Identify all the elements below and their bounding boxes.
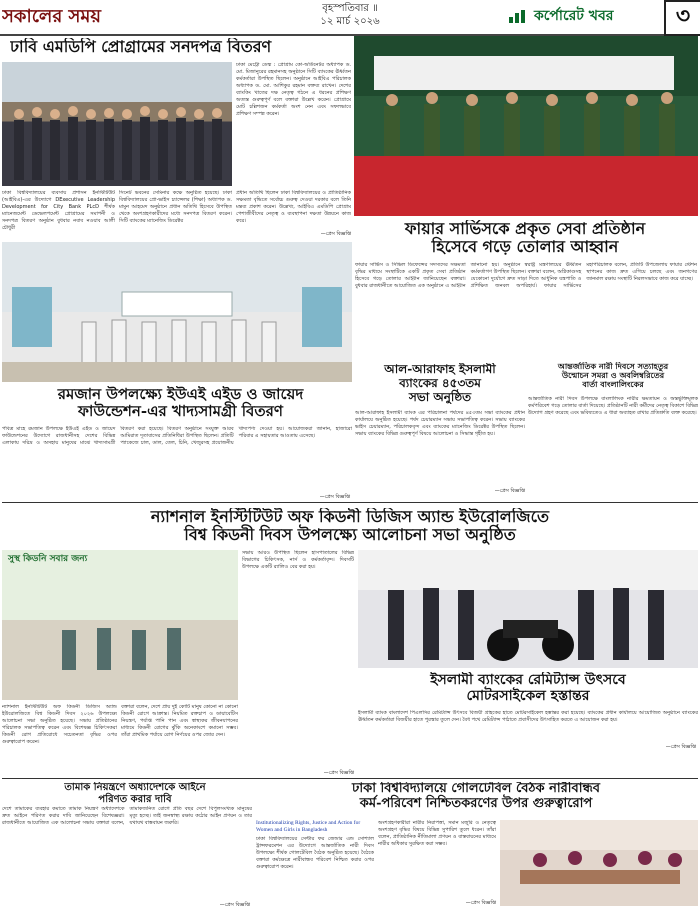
article7-body: ইসলামী ব্যাংক বাংলাদেশ পিএলসির রেমিট্যান্স উৎসবে বিজয়ী গ্রাহকের হাতে মোটরসাইকেল হস্তান্তর করা হয়েছে। ব্যাংকের প্রধান কার্যালয়ে আয়োজিত অনুষ্ঠানে ব্যাংকের ঊর্ধ্বতন কর্মকর্তারা বিজয়ীর হাতে পুরস্কার তুলে দেন। বৈধ পথে রেমিট্যান্স পাঠাতে প্রবাসীদের উৎসাহিত করতে এ আয়োজন করা হয়। [358, 710, 698, 723]
article9-headline [256, 782, 696, 812]
article1-headline: ঢাবি এমডিপি প্রোগ্রামের সনদপত্র বিতরণ [10, 38, 272, 56]
section-title: কর্পোরেট খবর [534, 8, 614, 24]
article2-headline-line2: হিসেবে গড়ে তোলার আহ্বান [431, 237, 619, 257]
kidney-photo [2, 550, 238, 700]
article7-headline [360, 672, 696, 704]
article5-headline-line2: ফাউন্ডেশন-এর খাদ্যসামগ্রী বিতরণ [78, 402, 283, 421]
article6-headline-line2: বিশ্ব কিডনী দিবস উপলক্ষ্যে আলোচনা সভা অনুষ্ঠিত [184, 525, 516, 545]
article8-byline: —প্রেস বিজ্ঞপ্তি [219, 902, 250, 908]
article4-headline-line1: আন্তর্জাতিক নারী দিবসে সত্যাহতুর [557, 362, 669, 371]
dateline [225, 2, 475, 28]
article6-headline-line1: ন্যাশনাল ইনস্টিটিউট অফ কিডনী ডিজিস অ্যান্ড ইউরোলজিতে [150, 508, 550, 526]
section-divider-2 [2, 778, 698, 779]
kidney-banner-text: সুস্থ কিডনি সবার জন্য [8, 554, 88, 564]
article9-byline: —প্রেস বিজ্ঞপ্তি [465, 900, 496, 906]
section-divider [2, 502, 698, 503]
article6-body-mid: বক্তারা বলেন, দেশে প্রায় দুই কোটি মানুষ কোনো না কোনো কিডনী রোগে আক্রান্ত। নিয়মিত রক্তচাপ ও ডায়াবেটিস নিয়ন্ত্রণ, পর্যাপ্ত পানি পান এবং স্বাস্থ্যকর জীবনযাপনের মাধ্যমে কিডনী রোগের ঝুঁকি অনেকাংশে কমানো সম্ভব। তাঁরা প্রাথমিক পর্যায়ে রোগ নির্ণয়ের ওপর জোর দেন। [121, 704, 238, 738]
article6-headline [4, 508, 696, 545]
islami-bank-photo [358, 550, 698, 668]
article6-body-left: ন্যাশনাল ইনস্টিটিউট অফ কিডনী ডিজিস অ্যান্ড ইউরোলজিতে বিশ্ব কিডনী দিবস ২০২৬ উপলক্ষ্যে আলোচনা সভা অনুষ্ঠিত হয়েছে। সভায় প্রতিষ্ঠানের পরিচালক সভাপতিত্ব করেন এবং বিশেষজ্ঞ চিকিৎসকরা কিডনী রোগ প্রতিরোধে সচেতনতা বৃদ্ধির ওপর গুরুত্বারোপ করেন। [2, 704, 117, 745]
ramadan-photo [2, 242, 352, 382]
article9-body-left: ঢাকা বিশ্ববিদ্যালয়ের সেন্টার ফর জেন্ডার এন্ড সোশ্যাল ট্রান্সফরমেশন এর উদ্যোগে আন্তর্জাতিক নারী দিবস উপলক্ষ্যে শীর্ষক গোলটেবিল বৈঠক অনুষ্ঠিত হয়েছে। বৈঠকে বক্তারা কর্মক্ষেত্রে নারীবান্ধব পরিবেশ নিশ্চিত করার ওপর গুরুত্বারোপ করেন। [256, 836, 374, 870]
seminar-photo-icon [2, 550, 238, 700]
masthead [0, 0, 700, 36]
article4-headline [528, 362, 698, 390]
article9-headline-line1: ঢাকা বিশ্ববিদ্যালয়ে গোলটেবিল বৈঠক নারীবান্ধব [351, 782, 601, 796]
distribution-photo-icon [2, 242, 352, 382]
article1-photo [2, 62, 232, 186]
ceremony-photo-icon [354, 36, 698, 216]
article5-body: পবিত্র মাহে রমজান উপলক্ষে ইউএই এইড ও জায়েদ ফাউন্ডেশনের উদ্যোগে রাজধানীসহ দেশের বিভিন্ন এলাকায় দরিদ্র ও অসহায় মানুষের মাঝে খাদ্যসামগ্রী বিতরণ করা হয়েছে। বিতরণ অনুষ্ঠানে সংযুক্ত আরব আমিরাত দূতাবাসের প্রতিনিধিরা উপস্থিত ছিলেন। প্রতিটি প্যাকেজে চাল, ডাল, তেল, চিনি, খেজুরসহ প্রয়োজনীয় খাদ্যপণ্য দেওয়া হয়। আয়োজকরা জানান, হাজারো পরিবার এ সহায়তার আওতায় এসেছে। [2, 426, 352, 446]
article9-english-highlight: Institutionalizing Rights, Justice and Action for Women and Girls in Bangladesh [256, 820, 361, 833]
handover-photo-icon [358, 550, 698, 668]
article5-headline-line1: রমজান উপলক্ষ্যে ইউএই এইড ও জায়েদ [57, 386, 304, 403]
article5-byline: —প্রেস বিজ্ঞপ্তি [319, 494, 350, 500]
article1-byline: —প্রেস বিজ্ঞপ্তি [320, 231, 351, 237]
article8-headline [20, 782, 250, 805]
dateline-date: ১২ মার্চ ২০২৬ [320, 16, 380, 27]
fire-service-photo [354, 36, 698, 216]
article7-byline: —প্রেস বিজ্ঞপ্তি [665, 744, 696, 750]
article1-body-mid: সিনেট ভবনের সেমিনার কক্ষে অনুষ্ঠিত হয়েছে। ঢাকা বিশ্ববিদ্যালয়ের প্রো-ভাইস চ্যান্সেলর (শিক্ষা) অধ্যাপক ড. মামুন আহমেদ অনুষ্ঠানে প্রধান অতিথি হিসেবে উপস্থিত থেকে অংশগ্রহণকারীদের মধ্যে সনদপত্র বিতরণ করেন। সিটি ব্যাংকের ম্যানেজিং ডিরেক্টর [119, 190, 232, 224]
article2-body: ফায়ার সার্ভিস ও সিভিল ডিফেন্সের সদস্যদের সক্ষমতা বৃদ্ধির মাধ্যমে সংস্থাটিকে একটি প্রকৃত সেবা প্রতিষ্ঠান হিসেবে গড়ে তোলার আহ্বান জানিয়েছেন বক্তারা। বুধবার রাজধানীতে আয়োজিত এক অনুষ্ঠানে এ আহ্বান জানানো হয়। অনুষ্ঠানে স্বরাষ্ট্র মন্ত্রণালয়ের ঊর্ধ্বতন কর্মকর্তাগণ উপস্থিত ছিলেন। বক্তারা বলেন, অগ্নিকাণ্ডসহ যেকোনো দুর্যোগে দ্রুত সাড়া দিতে আধুনিক যন্ত্রপাতি ও প্রশিক্ষিত জনবল অপরিহার্য। ফায়ার সার্ভিসের মহাপরিচালক বলেন, প্রতিটি উপজেলায় ফায়ার স্টেশন স্থাপনের কাজ দ্রুত এগিয়ে চলছে এবং জনগণের জানমাল রক্ষায় সংস্থাটি নিরলসভাবে কাজ করে যাচ্ছে। [355, 262, 697, 289]
paper-name: সকালের সময় [2, 6, 102, 26]
dateline-day: বৃহস্পতিবার ॥ [322, 3, 378, 14]
article6-body-right: সভায় আরও উপস্থিত ছিলেন হাসপাতালের বিভিন্ন বিভাগের চিকিৎসক, নার্স ও কর্মকর্তাবৃন্দ। দিবসটি উপলক্ষে একটি র‌্যালিও বের করা হয়। [242, 550, 354, 570]
section-tag [508, 4, 643, 24]
meeting-photo-icon [500, 820, 698, 906]
article1-body-right: প্রধান অতিথি ছিলেন ঢাকা বিশ্ববিদ্যালয়ের ও প্রাতিষ্ঠানিক সক্ষমতা বৃদ্ধিতে সর্বোচ্চ গুরুত্ব দেওয়া দরকার বলে তিনি মন্তব্য প্রকাশ করেন। উল্লেখ্য, আইবিএ এমডিপি প্রোগ্রাম পেশাজীবীদের নেতৃত্ব ও ব্যবস্থাপনা দক্ষতা উন্নয়নে কাজ করে। [236, 190, 351, 224]
article3-headline-line3: সভা অনুষ্ঠিত [408, 389, 472, 404]
article8-body: দেশে তামাকের ব্যবহার কমাতে তামাক নিয়ন্ত্রণ অধ্যাদেশকে দ্রুত আইনে পরিণত করার দাবি জানিয়েছেন বিশেষজ্ঞরা। রাজধানীতে আয়োজিত এক আলোচনা সভায় বক্তারা বলেন, তামাকজনিত রোগে প্রতি বছর দেশে বিপুলসংখ্যক মানুষের মৃত্যু হচ্ছে। তাই জনস্বাস্থ্য রক্ষায় কঠোর আইন প্রণয়ন ও তার যথাযথ বাস্তবায়ন জরুরি। [2, 806, 252, 826]
article5-headline [8, 386, 353, 421]
article4-headline-line2: উন্মোচন সমরা ও অবলিম্বরিতের [561, 370, 665, 381]
corporate-logo-icon [508, 8, 530, 24]
article3-headline-line2: ব্যাংকের ৪৫৩তম [399, 375, 481, 390]
article9-headline-line2: কর্ম-পরিবেশ নিশ্চিতকরণের উপর গুরুত্বারোপ [359, 795, 593, 811]
article7-headline-line2: মোটরসাইকেল হস্তান্তর [466, 688, 590, 705]
article7-headline-line1: ইসলামী ব্যাংকের রেমিট্যান্স উৎসবে [430, 672, 626, 688]
article8-headline-line1: তামাক নিয়ন্ত্রণে অধ্যাদেশকে আইনে [64, 782, 206, 793]
article2-headline [355, 220, 695, 257]
article6-byline: —প্রেস বিজ্ঞপ্তি [323, 770, 354, 776]
round-table-photo [500, 820, 698, 906]
group-photo-icon [2, 62, 232, 186]
article8-headline-line2: পরিণত করার দাবি [98, 793, 172, 805]
article1-column: ঢাকা মেট্রো ডেস্ক : প্রোগ্রাম কো-অর্ডিনেটর অধ্যাপক ড. মো. মিজানুরের রহমানসহ অনুষ্ঠানে সিটি ব্যাংকের ঊর্ধ্বতন কর্মকর্তারা উপস্থিত ছিলেন। অনুষ্ঠানে আইবিএ পরিচালক অধ্যাপক ড. মো. আশিকুর রহমান বক্তব্য রাখেন। দেশের ব্যাংকিং খাতের দক্ষ নেতৃত্ব গঠনে এ ধরনের প্রশিক্ষণ অত্যন্ত গুরুত্বপূর্ণ বলে বক্তারা উল্লেখ করেন। প্রোগ্রামে মোট চল্লিশজন কর্মকর্তা অংশ নেন এবং সফলভাবে প্রশিক্ষণ সম্পন্ন করেন। [236, 62, 351, 117]
article3-body: আল-আরাফাহ ইসলামী ব্যাংক এর পরিচালনা পর্ষদের ৪৫৩তম সভা ব্যাংকের প্রধান কার্যালয়ে অনুষ্ঠিত হয়েছে। পর্ষদ চেয়ারম্যান সভায় সভাপতিত্ব করেন। সভায় ব্যাংকের ভাইস চেয়ারম্যান, পরিচালকবৃন্দ এবং ব্যাংকের ম্যানেজিং ডিরেক্টর উপস্থিত ছিলেন। সভায় ব্যাংকের বিভিন্ন গুরুত্বপূর্ণ বিষয়ে আলোচনা ও সিদ্ধান্ত গৃহীত হয়। [355, 410, 525, 437]
article9-body-right: অংশগ্রহণকারীরা নারীর নিরাপত্তা, সমান মজুরি ও নেতৃত্বে অংশগ্রহণ বৃদ্ধির বিষয়ে বিভিন্ন সুপারিশ তুলে ধরেন। তাঁরা বলেন, প্রাতিষ্ঠানিক নীতিমালা প্রণয়ন ও বাস্তবায়নের মাধ্যমে নারীর অধিকার সুরক্ষিত করা সম্ভব। [378, 820, 496, 847]
article2-headline-line1: ফায়ার সার্ভিসকে প্রকৃত সেবা প্রতিষ্ঠান [404, 220, 646, 238]
article4-headline-line3: বার্তা বাংলালিংকের [582, 379, 644, 390]
article3-byline: —প্রেস বিজ্ঞপ্তি [494, 488, 525, 494]
article3-headline [355, 363, 525, 404]
article1-body-left: ঢাকা বিশ্ববিদ্যালয়ের ব্যবসায় প্রশাসন ইনস্টিটিউট (আইবিএ)-এর উদ্যোগে DExecutive Leadership Development for City Bank PLcD শীর্ষক ম্যানেজমেন্ট ডেভেলপমেন্ট প্রোগ্রামের সমাপনী ও সনদপত্র বিতরণ অনুষ্ঠান বুধবার নবাব নওয়াব আলী চৌধুরী [2, 190, 115, 231]
page-number: ৩ [664, 0, 700, 36]
article4-body: আন্তর্জাতিক নারী দিবস উপলক্ষে বাংলালিংক নারীর ক্ষমতায়ন ও অন্তর্ভুক্তিমূলক কর্মপরিবেশ গড়ে তোলার বার্তা দিয়েছে। প্রতিষ্ঠানটি নারী কর্মীদের নেতৃত্ব বিকাশে বিভিন্ন উদ্যোগ গ্রহণ করেছে এবং ভবিষ্যতেও এ ধারা অব্যাহত রাখার প্রতিশ্রুতি ব্যক্ত করেছে। [528, 396, 698, 416]
article3-headline-line1: আল-আরাফাহ ইসলামী [384, 363, 496, 376]
